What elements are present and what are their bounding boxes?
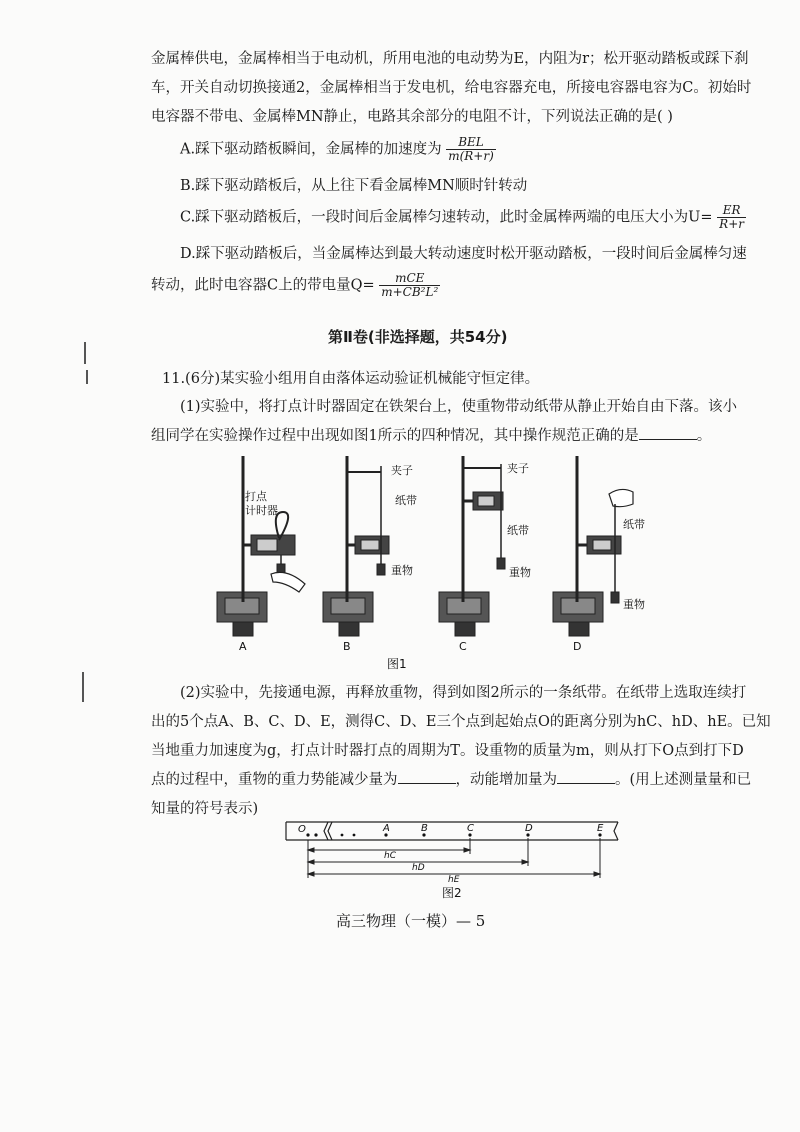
q11-part1-line-2 [151,425,711,447]
paper-tape [286,822,618,840]
option-c [180,204,746,231]
fraction-numerator: BEL [446,136,496,150]
fraction-numerator: mCE [379,272,440,286]
label-tape-b: 纸带 [395,494,417,507]
option-a-fraction [446,136,496,163]
label-clip-b: 夹子 [391,464,413,477]
label-weight-c: 重物 [509,566,531,579]
point-label-d: D [525,823,533,834]
q11-part1-line-1: (1)实验中，将打点计时器固定在铁架台上，使重物带动纸带从静止开始自由下落。该小 [180,399,738,415]
q11-part2-text-a: 点的过程中，重物的重力势能减少量为 [151,772,398,788]
label-weight-d: 重物 [623,598,645,611]
label-clip-c: 夹子 [507,462,529,475]
option-c-fraction [717,204,746,231]
panel-label-d: D [573,640,582,653]
answer-blank-3[interactable] [557,769,615,784]
q11-part2-line-2: 出的5个点A、B、C、D、E，测得C、D、E三个点到起始点O的距离分别为hC、hD、hE。已知 [151,714,771,730]
fraction-denominator: m+CB²L² [381,285,439,299]
apparatus-d [553,456,633,636]
label-tape-d: 纸带 [623,518,645,531]
dist-label-d: hD [412,863,425,873]
figure-1-caption: 图1 [387,657,407,671]
figure-2-caption: 图2 [442,886,462,900]
dot-o [306,833,309,836]
q11-part1-end: 。 [696,428,712,444]
label-timer-2: 计时器 [245,504,278,517]
option-d-text: 转动，此时电容器C上的带电量Q= [151,277,375,294]
fraction-denominator: R+r [719,217,744,231]
section-title: 第Ⅱ卷(非选择题，共54分) [328,328,508,346]
q11-part2-line-1: (2)实验中，先接通电源，再释放重物，得到如图2所示的一条纸带。在纸带上选取连续打 [180,685,747,701]
option-d-fraction [379,272,440,299]
panel-label-b: B [343,640,351,653]
dist-label-e: hE [448,875,460,885]
dot-extra-1 [314,833,317,836]
margin-mark [86,370,88,384]
intro-line-2: 车，开关自动切换接通2，金属棒相当于发电机，给电容器充电，所接电容器电容为C。初始时 [151,80,752,96]
dimension-lines [308,838,600,878]
panel-label-a: A [239,640,247,653]
point-label-o: O [298,824,306,835]
option-a-text: A.踩下驱动踏板瞬间，金属棒的加速度为 [180,141,442,158]
apparatus-c [439,456,505,636]
q11-part2-line-4 [151,769,751,791]
point-label-c: C [467,823,474,834]
apparatus-a [217,456,305,636]
label-timer-1: 打点 [245,490,267,503]
tape-dots [306,833,601,836]
page-footer: 高三物理（一模）— 5 [336,912,486,930]
q11-part2-text-c: 。(用上述测量量和已 [615,772,752,788]
answer-blank-1[interactable] [639,425,697,440]
option-a [180,136,496,163]
fraction-numerator: ER [717,204,746,218]
dist-label-c: hC [384,851,396,861]
dot-extra-2 [341,834,344,837]
margin-mark [84,342,86,364]
intro-line-3: 电容器不带电、金属棒MN静止，电路其余部分的电阻不计，下列说法正确的是( ) [151,109,673,125]
q11-part2-line-5: 知量的符号表示) [151,801,259,817]
option-c-text: C.踩下驱动踏板后，一段时间后金属棒匀速转动，此时金属棒两端的电压大小为U= [180,209,713,226]
apparatus-b [323,456,389,636]
label-weight-b: 重物 [391,564,413,577]
fraction-denominator: m(R+r) [448,149,494,163]
q11-stem: 11.(6分)某实验小组用自由落体运动验证机械能守恒定律。 [162,371,540,387]
q11-part2-text-b: ，动能增加量为 [455,772,557,788]
point-label-e: E [597,823,604,834]
option-d-line-1: D.踩下驱动踏板后，当金属棒达到最大转动速度时松开驱动踏板，一段时间后金属棒匀速 [180,246,747,262]
dot-extra-3 [353,834,356,837]
figure-2 [282,818,622,900]
answer-blank-2[interactable] [398,769,456,784]
point-label-a: A [383,823,390,834]
point-label-b: B [421,823,428,834]
q11-part1-text: 组同学在实验操作过程中出现如图1所示的四种情况，其中操作规范正确的是 [151,428,639,444]
figure-1 [195,452,645,674]
margin-mark [82,672,84,702]
option-b: B.踩下驱动踏板后，从上往下看金属棒MN顺时针转动 [180,178,528,194]
q11-part2-line-3: 当地重力加速度为g，打点计时器打点的周期为T。设重物的质量为m，则从打下O点到打下D [151,743,744,759]
intro-line-1: 金属棒供电，金属棒相当于电动机，所用电池的电动势为E，内阻为r；松开驱动踏板或踩下刹 [151,51,749,67]
panel-label-c: C [459,640,467,653]
label-tape-c: 纸带 [507,524,529,537]
option-d-line-2 [151,272,440,299]
